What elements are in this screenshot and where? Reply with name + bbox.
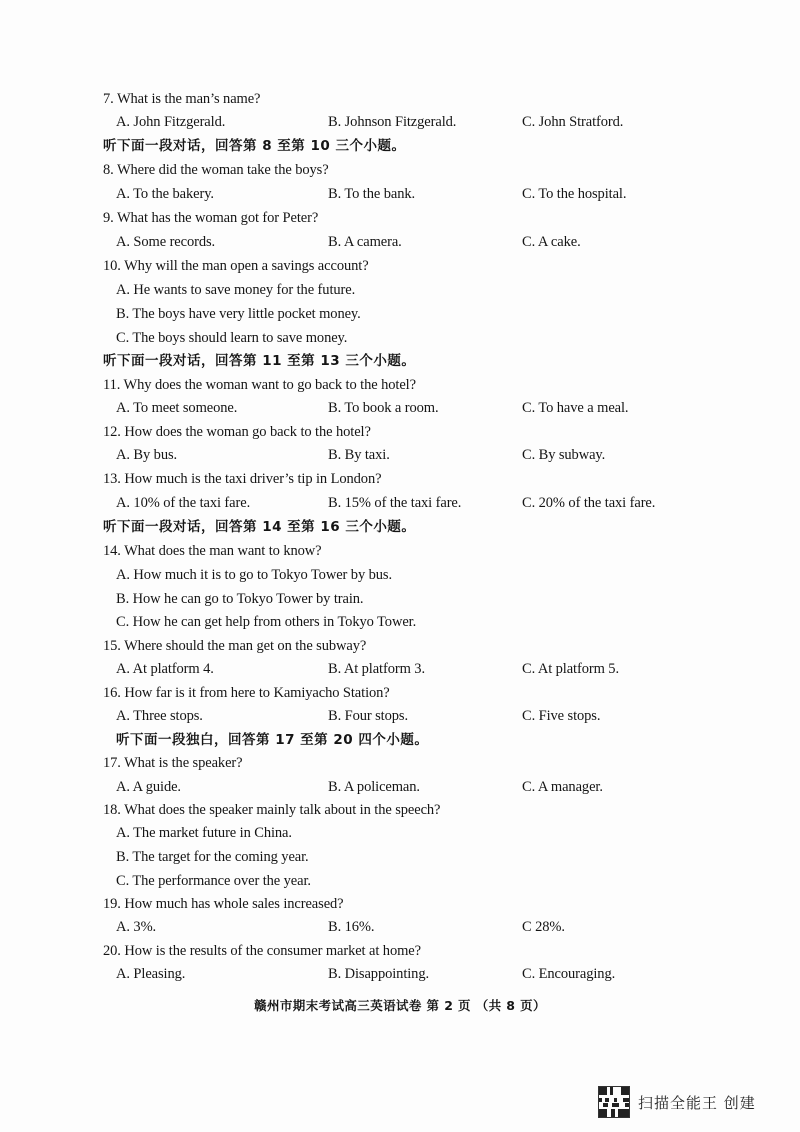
question-stem: 13. How much is the taxi driver’s tip in London?	[103, 471, 382, 487]
option-b: B. Four stops.	[328, 708, 408, 724]
section-instruction: 听下面一段独白，回答第 17 至第 20 四个小题。	[116, 732, 429, 748]
option-b: B. At platform 3.	[328, 661, 425, 677]
option-a: A. He wants to save money for the future.	[116, 282, 356, 298]
option-a: A. John Fitzgerald.	[116, 114, 226, 130]
option-c: C. How he can get help from others in Tokyo Tower.	[116, 614, 417, 630]
question-stem: 19. How much has whole sales increased?	[103, 896, 344, 912]
option-c: C. The boys should learn to save money.	[116, 330, 348, 346]
option-a: A. To meet someone.	[116, 400, 238, 416]
option-a: A. By bus.	[116, 447, 178, 463]
option-a: A. At platform 4.	[116, 661, 214, 677]
option-b: B. To the bank.	[328, 186, 416, 202]
question-stem: 8. Where did the woman take the boys?	[103, 162, 329, 178]
option-a: A. Some records.	[116, 234, 216, 250]
option-c: C. To the hospital.	[522, 186, 627, 202]
section-instruction: 听下面一段对话，回答第 11 至第 13 三个小题。	[103, 353, 416, 369]
question-stem: 9. What has the woman got for Peter?	[103, 210, 319, 226]
option-c: C 28%.	[522, 919, 565, 935]
option-c: C. Encouraging.	[522, 966, 616, 982]
option-b: B. Disappointing.	[328, 966, 430, 982]
question-stem: 14. What does the man want to know?	[103, 543, 322, 559]
option-c: C. A manager.	[522, 779, 603, 795]
question-stem: 10. Why will the man open a savings account?	[103, 258, 369, 274]
question-stem: 15. Where should the man get on the subway?	[103, 638, 367, 654]
option-c: C. John Stratford.	[522, 114, 624, 130]
option-c: C. At platform 5.	[522, 661, 619, 677]
watermark-text: 扫描全能王 创建	[638, 1093, 756, 1112]
option-a: A. 10% of the taxi fare.	[116, 495, 251, 511]
option-c: C. The performance over the year.	[116, 873, 311, 889]
option-c: C. A cake.	[522, 234, 581, 250]
section-instruction: 听下面一段对话，回答第 14 至第 16 三个小题。	[103, 519, 416, 535]
option-c: C. 20% of the taxi fare.	[522, 495, 656, 511]
page-footer: 赣州市期末考试高三英语试卷 第 2 页 （共 8 页）	[254, 998, 546, 1013]
option-b: B. The target for the coming year.	[116, 849, 309, 865]
option-b: B. To book a room.	[328, 400, 439, 416]
option-a: A. To the bakery.	[116, 186, 214, 202]
option-b: B. By taxi.	[328, 447, 390, 463]
option-b: B. 16%.	[328, 919, 375, 935]
question-stem: 7. What is the man’s name?	[103, 91, 261, 107]
question-stem: 16. How far is it from here to Kamiyacho Station?	[103, 685, 390, 701]
option-c: C. By subway.	[522, 447, 606, 463]
option-b: B. How he can go to Tokyo Tower by train.	[116, 591, 364, 607]
question-stem: 12. How does the woman go back to the hotel?	[103, 424, 371, 440]
option-a: A. How much it is to go to Tokyo Tower by bus.	[116, 567, 392, 583]
question-stem: 18. What does the speaker mainly talk about in the speech?	[103, 802, 441, 818]
option-b: B. 15% of the taxi fare.	[328, 495, 462, 511]
question-stem: 11. Why does the woman want to go back to the hotel?	[103, 377, 416, 393]
option-c: C. To have a meal.	[522, 400, 629, 416]
option-a: A. A guide.	[116, 779, 181, 795]
question-stem: 20. How is the results of the consumer market at home?	[103, 943, 421, 959]
option-a: A. Three stops.	[116, 708, 203, 724]
option-a: A. Pleasing.	[116, 966, 186, 982]
option-a: A. The market future in China.	[116, 825, 292, 841]
option-b: B. The boys have very little pocket money.	[116, 306, 361, 322]
option-b: B. A policeman.	[328, 779, 420, 795]
scanner-watermark	[598, 1086, 756, 1118]
section-instruction: 听下面一段对话，回答第 8 至第 10 三个小题。	[103, 138, 406, 154]
option-a: A. 3%.	[116, 919, 157, 935]
option-c: C. Five stops.	[522, 708, 601, 724]
qr-code-icon	[598, 1086, 630, 1118]
question-stem: 17. What is the speaker?	[103, 755, 243, 771]
option-b: B. A camera.	[328, 234, 402, 250]
option-b: B. Johnson Fitzgerald.	[328, 114, 457, 130]
